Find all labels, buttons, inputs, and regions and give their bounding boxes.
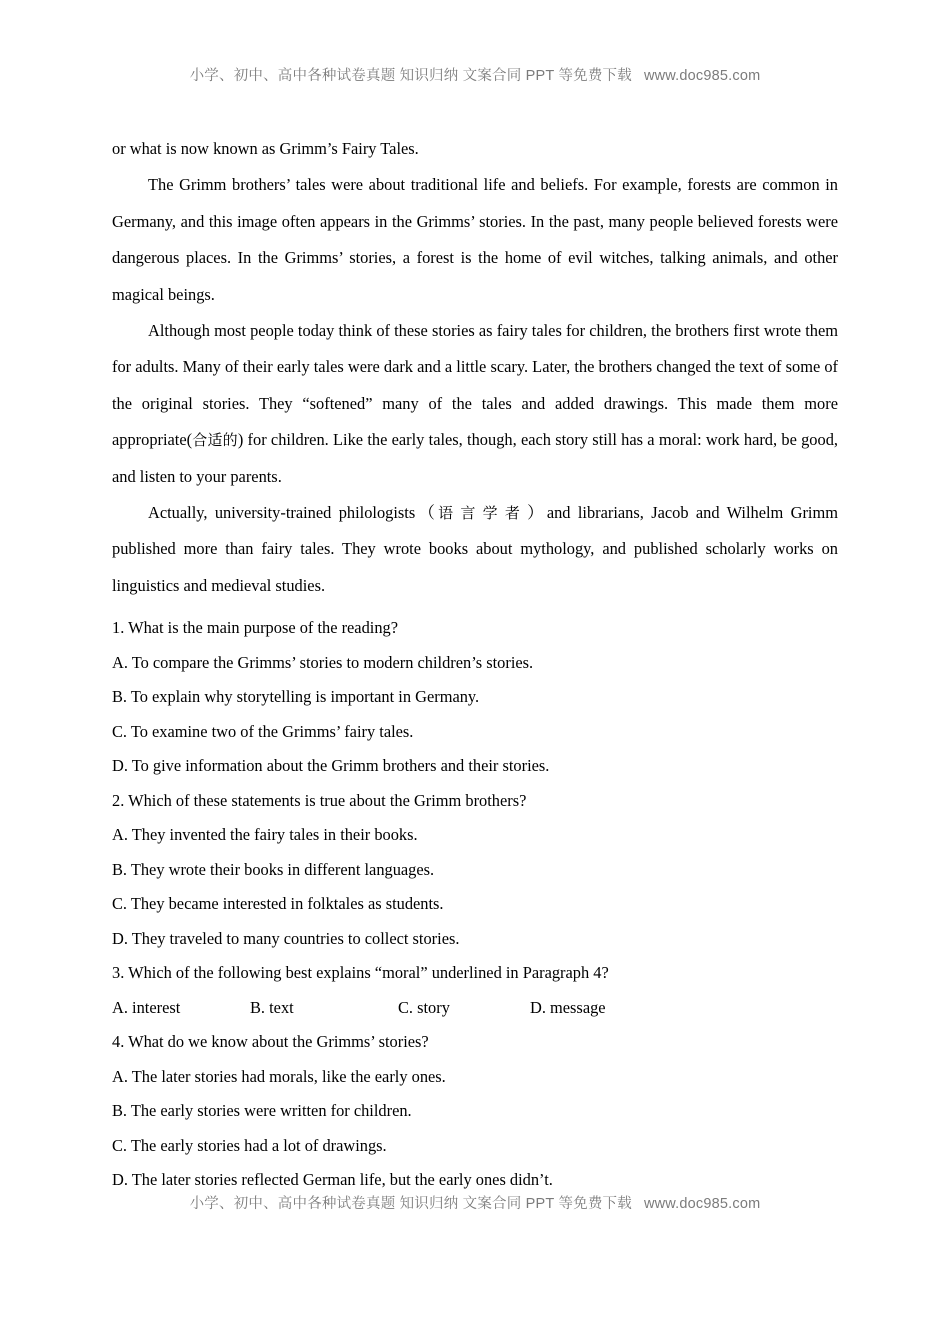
passage-paragraph-1: or what is now known as Grimm’s Fairy Tales. [112, 139, 419, 158]
question-1-option-c[interactable]: C. To examine two of the Grimms’ fairy tales. [112, 721, 414, 741]
question-4-option-c[interactable]: C. The early stories had a lot of drawings. [112, 1135, 387, 1155]
question-2-option-b[interactable]: B. They wrote their books in different languages. [112, 859, 435, 879]
question-4-option-d[interactable]: D. The later stories reflected German life, but the early ones didn’t. [112, 1170, 553, 1189]
watermark-header-text: 小学、初中、高中各种试卷真题 知识归纳 文案合同 PPT 等免费下载 [189, 68, 632, 84]
passage-paragraph-4 [112, 495, 838, 604]
paragraph-3-chinese-gloss: 合适的 [192, 431, 238, 450]
passage-paragraph-3 [112, 313, 838, 495]
questions-list [112, 611, 838, 1198]
question-4-option-a[interactable]: A. The later stories had morals, like the early ones. [112, 1066, 446, 1086]
question-1-stem: 1. What is the main purpose of the reading? [112, 618, 398, 637]
watermark-footer-url: www.doc985.com [643, 1196, 761, 1212]
paragraph-4-chinese-gloss: 语言学者 [438, 504, 528, 523]
question-3-option-d[interactable]: D. message [530, 997, 606, 1017]
question-1-option-d[interactable]: D. To give information about the Grimm brothers and their stories. [112, 756, 550, 775]
watermark-footer-text: 小学、初中、高中各种试卷真题 知识归纳 文案合同 PPT 等免费下载 [189, 1196, 632, 1212]
question-4-option-b[interactable]: B. The early stories were written for children. [112, 1101, 412, 1120]
question-3-options-row [112, 991, 838, 1026]
question-2-option-a[interactable]: A. They invented the fairy tales in their books. [112, 825, 418, 844]
question-3-option-c[interactable]: C. story [398, 997, 450, 1017]
watermark-footer [0, 1192, 950, 1213]
question-3-option-a[interactable]: A. interest [112, 997, 181, 1017]
question-2-stem: 2. Which of these statements is true about the Grimm brothers? [112, 790, 527, 810]
question-1-option-b[interactable]: B. To explain why storytelling is important in Germany. [112, 687, 480, 706]
paragraph-4-text-before: Actually, university-trained philologists（ [148, 503, 439, 523]
question-1-option-a[interactable]: A. To compare the Grimms’ stories to modern children’s stories. [112, 652, 534, 672]
paragraph-4-text-after: ）and librarians, Jacob and Wilhelm Grimm published more than fairy tales. They wrote books about mythology, and published scholarly works on linguistics and medieval studies. [112, 503, 838, 595]
question-2-option-c[interactable]: C. They became interested in folktales as students. [112, 894, 444, 913]
question-4-stem: 4. What do we know about the Grimms’ stories? [112, 1032, 429, 1051]
question-3-stem: 3. Which of the following best explains “moral” underlined in Paragraph 4? [112, 963, 609, 982]
question-3-option-b[interactable]: B. text [250, 997, 294, 1017]
watermark-header-url: www.doc985.com [643, 68, 761, 84]
passage-paragraph-2: The Grimm brothers’ tales were about traditional life and beliefs. For example, forests are common in Germany, and this image often appears in the Grimms’ stories. In the past, many people believed forests were dangerous places. In the Grimms’ stories, a forest is the home of evil witches, talking animals, and other magical beings. [112, 175, 838, 304]
paragraph-3-text-before: Although most people today think of these stories as fairy tales for children, the brothers first wrote them for adults. Many of their early tales were dark and a little scary. Later, the brothers changed the text of some of the original stories. They “softened” many of the tales and added drawings. This made them more appropriate( [112, 321, 838, 450]
question-2-option-d[interactable]: D. They traveled to many countries to collect stories. [112, 928, 460, 948]
passage-body [112, 131, 838, 604]
paragraph-3-text-after: ) for children. Like the early tales, though, each story still has a moral: work hard, be good, and listen to your parents. [112, 430, 838, 486]
watermark-header [0, 64, 950, 85]
